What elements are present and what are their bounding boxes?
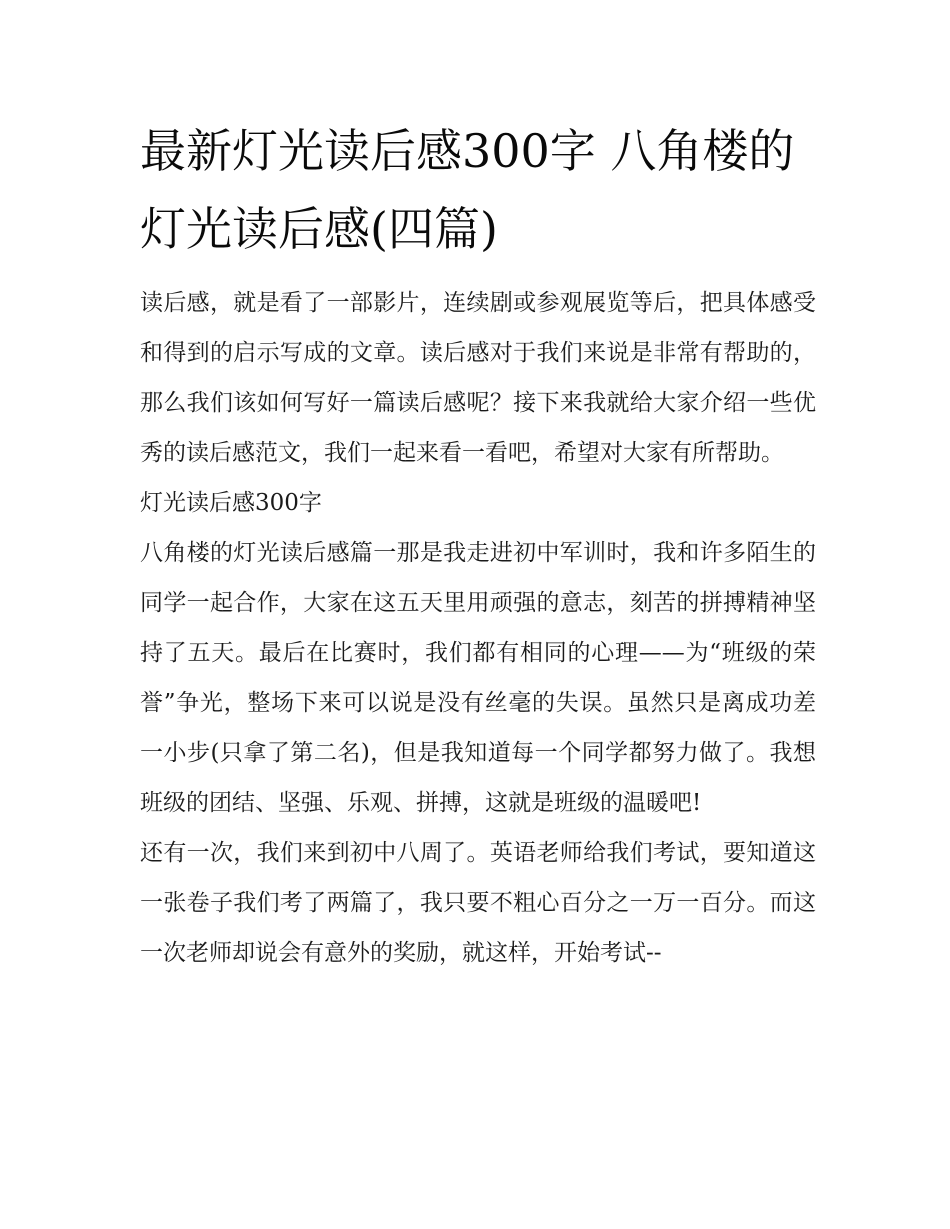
essay-paragraph-1: 八角楼的灯光读后感篇一那是我走进初中军训时，我和许多陌生的同学一起合作，大家在这五天里用顽强的意志，刻苦的拼搏精神坚持了五天。最后在比赛时，我们都有相同的心理——为“班级的荣誉”争光，整场下来可以说是没有丝毫的失误。虽然只是离成功差一小步(只拿了第二名)，但是我知道每一个同学都努力做了。我想班级的团结、坚强、乐观、拼搏，这就是班级的温暖吧! xyxy=(140,540,816,816)
document-title: 最新灯光读后感300字 八角楼的灯光读后感(四篇) xyxy=(140,124,795,256)
section-heading: 灯光读后感300字 xyxy=(140,490,322,516)
intro-paragraph: 读后感，就是看了一部影片，连续剧或参观展览等后，把具体感受和得到的启示写成的文章。读后感对于我们来说是非常有帮助的，那么我们该如何写好一篇读后感呢？接下来我就给大家介绍一些优秀的读后感范文，我们一起来看一看吧，希望对大家有所帮助。 xyxy=(140,290,816,466)
essay-paragraph-2: 还有一次，我们来到初中八周了。英语老师给我们考试，要知道这一张卷子我们考了两篇了，我只要不粗心百分之一万一百分。而这一次老师却说会有意外的奖励，就这样，开始考试-- xyxy=(140,840,816,966)
document-body xyxy=(140,112,816,978)
